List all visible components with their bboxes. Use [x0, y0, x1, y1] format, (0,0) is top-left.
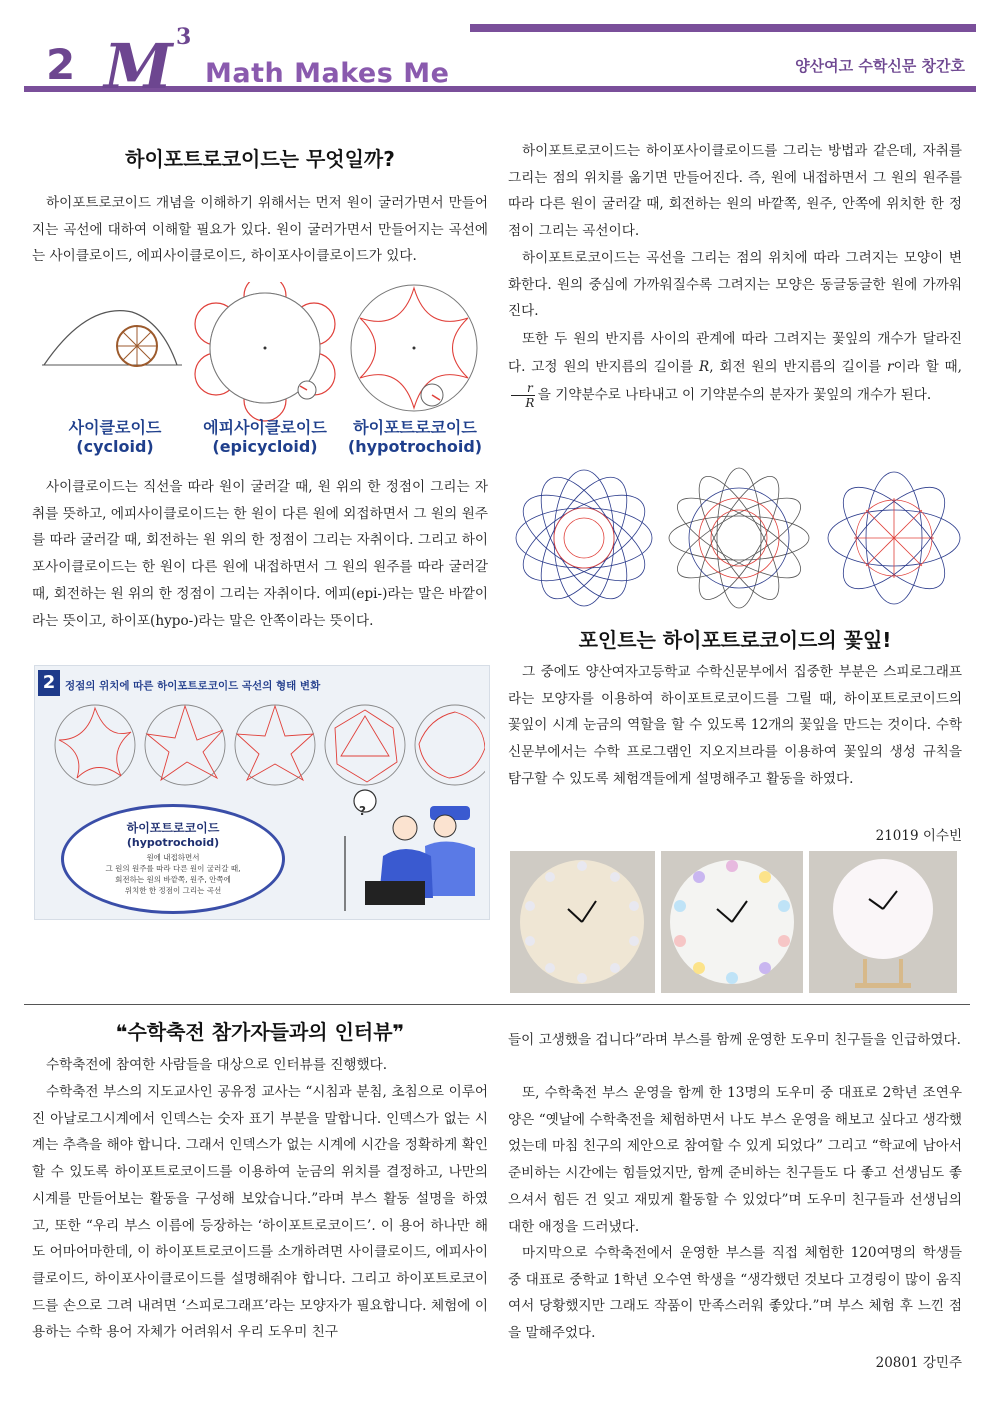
newspaper-title: Math Makes Me	[205, 58, 450, 89]
fraction-numerator: r	[511, 381, 535, 396]
caption-cycloid	[40, 418, 190, 456]
interview-author: 20801 강민주	[875, 1355, 962, 1371]
bubble-line-2: 그 원의 원주를 따라 다른 원이 굴러갈 때,	[105, 864, 241, 873]
caption-cycloid-name: 사이클로이드	[68, 418, 162, 437]
hypotrochoid-figure	[351, 285, 477, 411]
caption-epicycloid	[190, 418, 340, 456]
article3-author: 21019 이수빈	[875, 828, 962, 844]
logo-superscript: 3	[176, 24, 192, 50]
article1-paragraph-2: 사이클로이드는 직선을 따라 원이 굴러갈 때, 원 위의 한 정점이 그리는 자취를 뜻하고, 에피사이클로이드는 한 원이 다른 원에 외접하면서 그 원의 원주를 따라 굴러갈 때, 회전하는 원 위의 한 정점이 그리는 자취이다. 그리고 하이포사이클로이드는 한 원이 다른 원에 내접하면서 그 원의 원주를 따라 굴러갈 때, 회전하는 원 위의 한 정점이 그리는 자취이다. 에피(epi-)라는 말은 바깥이라는 뜻이고, 하이포(hypo-)라는 말은 안쪽이라는 뜻이다.	[32, 479, 488, 629]
spirograph-3	[828, 472, 961, 605]
article3-paragraph-1: 그 중에도 양산여자고등학교 수학신문부에서 집중한 부분은 스피로그래프라는 모양자를 이용하여 하이포트로코이드를 그릴 때, 하이포트로코이드의 꽃잎이 시계 눈금의 역할을 할 수 있도록 12개의 꽃잎을 만드는 것이다. 수학신문부에서는 수학 프로그램인 지오지브라를 이용하여 꽃잎의 생성 규칙을 탐구할 수 있도록 체험객들에게 설명해주고 활동을 하였다.	[508, 664, 962, 787]
section-divider	[24, 1004, 970, 1005]
p3-text-b: , 회전 원의 반지름의 길이를	[709, 359, 882, 375]
caption-hypotrochoid	[340, 418, 490, 456]
var-r: r	[887, 359, 894, 375]
clock-photo-1	[510, 851, 655, 993]
article2-paragraph-3	[508, 325, 962, 410]
panel-heading: 정점의 위치에 따른 하이포트로코이드 곡선의 형태 변화	[65, 680, 321, 692]
bubble-line-1: 원에 내접하면서	[146, 853, 200, 862]
caption-cycloid-en: (cycloid)	[76, 437, 154, 456]
panel-curves	[45, 700, 485, 790]
clock-2-drawing	[661, 851, 803, 993]
var-R: R	[698, 359, 710, 375]
article2-paragraph-2: 하이포트로코이드는 곡선을 그리는 점의 위치에 따라 그려지는 모양이 변화한다. 원의 중심에 가까워질수록 그려지는 모양은 동글동글한 원에 가까워진다.	[508, 250, 962, 320]
speech-bubble	[61, 804, 285, 914]
panel-badge: 2	[38, 670, 60, 696]
page-number: 2	[46, 40, 76, 89]
logo-letter: M	[104, 30, 171, 103]
caption-hypotrochoid-name: 하이포트로코이드	[353, 418, 477, 437]
bubble-line-4: 위치한 한 정점이 그리는 곡선	[124, 886, 222, 895]
interview-paragraph-4: 또, 수학축전 부스 운영을 함께 한 13명의 도우미 중 대표로 2학년 조연우 양은 “옛날에 수학축전을 체험하면서 나도 부스 운영을 해보고 싶다고 생각했었는데 마침 친구의 제안으로 참여할 수 있게 되었다” 그리고 “학교에 남아서 준비하는 시간에는 힘들었지만, 함께 준비하는 친구들도 다 좋고 선생님도 좋으셔서 힘든 건 잊고 재밌게 활동할 수 있었다”며 도우미 친구들과 선생님의 대한 애정을 드러냈다.	[508, 1085, 962, 1235]
caption-epicycloid-name: 에피사이클로이드	[203, 418, 327, 437]
p3-text-c: 이라 할 때,	[893, 359, 962, 375]
interview-paragraph-1: 수학축전에 참여한 사람들을 대상으로 인터뷰를 진행했다.	[46, 1057, 388, 1073]
interview-paragraph-5: 마지막으로 수학축전에서 운영한 부스를 직접 체험한 120여명의 학생들 중 대표로 중학교 1학년 오수연 학생을 “생각했던 것보다 고경링이 많이 움직여서 당황했지만 그래도 작품이 만족스러워 좋았다.”며 부스 체험 후 느낀 점을 말해주었다.	[508, 1245, 962, 1342]
article1-paragraph-1: 하이포트로코이드 개념을 이해하기 위해서는 먼저 원이 굴러가면서 만들어지는 곡선에 대하여 이해할 필요가 있다. 원이 굴러가면서 만들어지는 곡선에는 사이클로이드, 에피사이클로이드, 하이포사이클로이드가 있다.	[32, 195, 488, 265]
spirograph-1	[510, 464, 658, 612]
people-illustration	[335, 786, 485, 916]
spirograph-images	[508, 460, 968, 620]
clock-photo-2	[661, 851, 803, 993]
interview-title: ❝수학축전 참가자들과의 인터뷰❞	[115, 1020, 405, 1044]
caption-hypotrochoid-en: (hypotrochoid)	[347, 437, 483, 456]
bubble-title: 하이포트로코이드	[126, 821, 220, 835]
publication-name: 양산여고 수학신문 창간호	[795, 57, 965, 75]
clock-1-drawing	[510, 851, 655, 993]
interview-paragraph-2: 수학축전 부스의 지도교사인 공유정 교사는 “시침과 분침, 초침으로 이루어진 아날로그시계에서 인덱스는 숫자 표기 부분을 말합니다. 인덱스가 없는 시계는 추측을 해야 합니다. 그래서 인덱스가 없는 시계에 시간을 정확하게 확인할 수 있도록 하이포트로코이드를 이용하여 눈금의 위치를 결정하고, 나만의 시계를 만들어보는 활동을 구성해 보았습니다.”라며 부스 활동 설명을 하였고, 또한 “우리 부스 이름에 등장하는 ‘하이포트로코이드’. 이 용어 하나만 해도 어마어마한데, 이 하이포트로코이드를 소개하려면 사이클로이드, 에피사이클로이드, 하이포사이클로이드를 설명해줘야 합니다. 그리고 하이포트로코이드를 손으로 그려 내려면 ‘스피로그래프’라는 모양자가 필요합니다. 체험에 이용하는 수학 용어 자체가 어려워서 우리 도우미 친구	[32, 1084, 488, 1341]
header-top-bar	[470, 24, 976, 32]
question-mark: ?	[359, 804, 366, 818]
bubble-line-3: 회전하는 원의 바깥쪽, 원주, 안쪽에	[115, 875, 231, 884]
bubble-en: (hypotrochoid)	[126, 836, 220, 849]
infographic-panel	[34, 665, 490, 920]
fraction-denominator: R	[525, 396, 535, 410]
interview-paragraph-3: 들이 고생했을 겁니다”라며 부스를 함께 운영한 도우미 친구들을 인급하였다.	[508, 1032, 961, 1048]
article2-paragraph-1: 하이포트로코이드는 하이포사이클로이드를 그리는 방법과 같은데, 자취를 그리는 점의 위치를 옮기면 만들어진다. 즉, 원에 내접하면서 그 원의 원주를 따라 다른 원이 굴러갈 때, 회전하는 원의 바깥쪽, 원주, 안쪽에 위치한 한 정점이 그리는 곡선이다.	[508, 143, 962, 240]
article3-title: 포인트는 하이포트로코이드의 꽃잎!	[578, 628, 892, 652]
p3-text-d: 을 기약분수로 나타내고 이 기약분수의 분자가 꽃잎의 개수가 된다.	[537, 387, 932, 403]
article1-title: 하이포트로코이드는 무엇일까?	[125, 147, 395, 171]
epicycloid-figure	[195, 282, 335, 421]
cycloid-figure	[42, 311, 182, 366]
clock-3-drawing	[809, 851, 957, 993]
spirograph-2	[667, 466, 810, 609]
caption-epicycloid-en: (epicycloid)	[212, 437, 318, 456]
fraction-r-over-R	[511, 381, 535, 410]
clock-photo-3	[809, 851, 957, 993]
p3-text-a: 또한 두 원의 반지름 사이의 관계에 따라 그려지는 꽃잎의 개수가 달라진다. 고정 원의 반지름의 길이를	[508, 331, 962, 375]
